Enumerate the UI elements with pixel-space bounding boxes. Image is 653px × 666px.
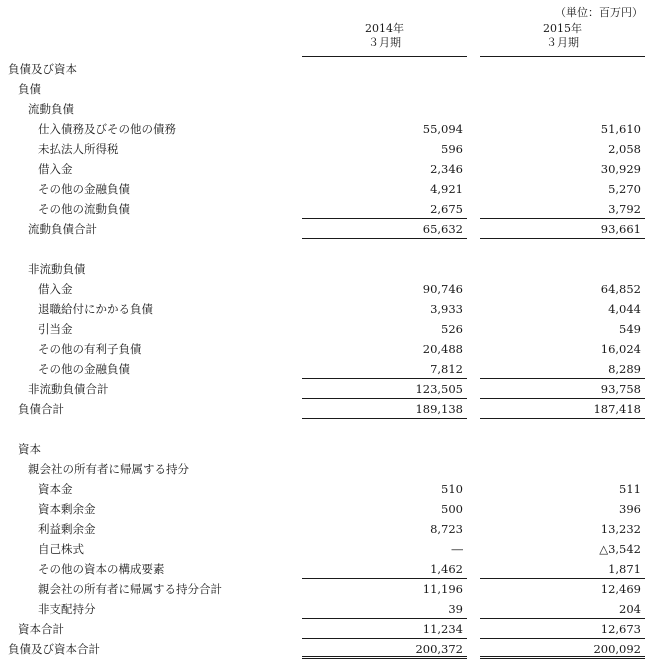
table-row [0, 499, 653, 519]
value-2015: 30,929 [600, 162, 641, 176]
table-row [0, 299, 653, 319]
row-label: 非支配持分 [38, 602, 96, 616]
row-label: その他の流動負債 [38, 202, 130, 216]
column-header-rule [302, 56, 467, 57]
row-label: 仕入債務及びその他の債務 [38, 122, 176, 136]
value-2014: 4,921 [430, 182, 463, 196]
value-2014: 596 [441, 142, 463, 156]
value-2015: 3,792 [480, 199, 645, 219]
row-label: 利益剰余金 [38, 522, 96, 536]
value-2015: 93,758 [480, 379, 645, 399]
row-label: 借入金 [38, 162, 73, 176]
row-label: 資本剰余金 [38, 502, 96, 516]
value-2014: ― [451, 542, 463, 556]
table-row [0, 259, 653, 279]
value-2015: 5,270 [608, 182, 641, 196]
row-label: 非流動負債 [28, 262, 86, 276]
table-row [0, 239, 653, 259]
row-label: 親会社の所有者に帰属する持分 [28, 462, 189, 476]
table-row [0, 159, 653, 179]
column-header-2015 [480, 22, 645, 50]
value-2014: 8,723 [430, 522, 463, 536]
value-2015: 8,289 [480, 359, 645, 379]
row-label: 非流動負債合計 [28, 382, 109, 396]
value-2014: 200,372 [302, 639, 467, 659]
table-row [0, 319, 653, 339]
row-label: 負債及び資本合計 [8, 642, 100, 656]
balance-sheet-table [0, 59, 653, 659]
table-row [0, 219, 653, 239]
row-label: 親会社の所有者に帰属する持分合計 [38, 582, 222, 596]
table-row [0, 419, 653, 439]
value-2014: 526 [441, 322, 463, 336]
value-2014: 123,505 [302, 379, 467, 399]
value-2014: 2,346 [430, 162, 463, 176]
row-label: 引当金 [38, 322, 73, 336]
row-label: その他の金融負債 [38, 362, 130, 376]
row-label: 流動負債合計 [28, 222, 97, 236]
table-row [0, 459, 653, 479]
column-period: ３月期 [368, 36, 401, 49]
row-label: 負債合計 [18, 402, 64, 416]
value-2015: 396 [619, 502, 641, 516]
table-row [0, 539, 653, 559]
value-2015: 200,092 [480, 639, 645, 659]
value-2014: 7,812 [302, 359, 467, 379]
value-2014: 55,094 [422, 122, 463, 136]
value-2015: 13,232 [600, 522, 641, 536]
value-2015: 12,469 [600, 582, 641, 596]
value-2015: 1,871 [480, 559, 645, 579]
value-2015: 187,418 [480, 399, 645, 419]
table-row [0, 579, 653, 599]
row-label: 負債 [18, 82, 41, 96]
column-year: 2015年 [543, 22, 582, 35]
table-row [0, 339, 653, 359]
row-label: その他の金融負債 [38, 182, 130, 196]
table-row [0, 99, 653, 119]
row-label: 退職給付にかかる負債 [38, 302, 153, 316]
column-header-2014 [302, 22, 467, 50]
value-2014: 39 [302, 599, 467, 619]
value-2014: 3,933 [430, 302, 463, 316]
value-2015: 204 [480, 599, 645, 619]
table-row [0, 439, 653, 459]
value-2014: 65,632 [302, 219, 467, 239]
value-2015: 511 [619, 482, 641, 496]
table-row [0, 279, 653, 299]
row-label: 資本合計 [18, 622, 64, 636]
row-label: 自己株式 [38, 542, 84, 556]
table-row [0, 199, 653, 219]
row-label: 資本金 [38, 482, 73, 496]
row-label: 負債及び資本 [8, 62, 77, 76]
value-2014: 20,488 [422, 342, 463, 356]
value-2015: 2,058 [608, 142, 641, 156]
table-row [0, 139, 653, 159]
table-row [0, 599, 653, 619]
value-2015: 16,024 [600, 342, 641, 356]
unit-label: （単位：百万円） [555, 6, 643, 19]
column-year: 2014年 [365, 22, 404, 35]
value-2015: 12,673 [480, 619, 645, 639]
table-row [0, 379, 653, 399]
value-2014: 189,138 [302, 399, 467, 419]
table-row [0, 639, 653, 659]
table-row [0, 619, 653, 639]
table-row [0, 559, 653, 579]
table-row [0, 359, 653, 379]
row-label: その他の有利子負債 [38, 342, 142, 356]
value-2015: 549 [619, 322, 641, 336]
value-2014: 1,462 [302, 559, 467, 579]
value-2014: 2,675 [302, 199, 467, 219]
table-row [0, 119, 653, 139]
table-row [0, 59, 653, 79]
value-2015: 93,661 [480, 219, 645, 239]
value-2015: 64,852 [600, 282, 641, 296]
row-label: 資本 [18, 442, 41, 456]
row-label: 未払法人所得税 [38, 142, 119, 156]
value-2015: △3,542 [599, 542, 641, 556]
table-row [0, 79, 653, 99]
value-2014: 90,746 [422, 282, 463, 296]
value-2015: 4,044 [608, 302, 641, 316]
table-row [0, 479, 653, 499]
row-label: 流動負債 [28, 102, 74, 116]
value-2014: 11,234 [302, 619, 467, 639]
table-row [0, 519, 653, 539]
value-2014: 510 [441, 482, 463, 496]
value-2014: 500 [441, 502, 463, 516]
column-header-rule [480, 56, 645, 57]
value-2015: 51,610 [600, 122, 641, 136]
row-label: 借入金 [38, 282, 73, 296]
row-label: その他の資本の構成要素 [38, 562, 165, 576]
value-2014: 11,196 [422, 582, 463, 596]
table-row [0, 179, 653, 199]
table-row [0, 399, 653, 419]
column-period: ３月期 [546, 36, 579, 49]
